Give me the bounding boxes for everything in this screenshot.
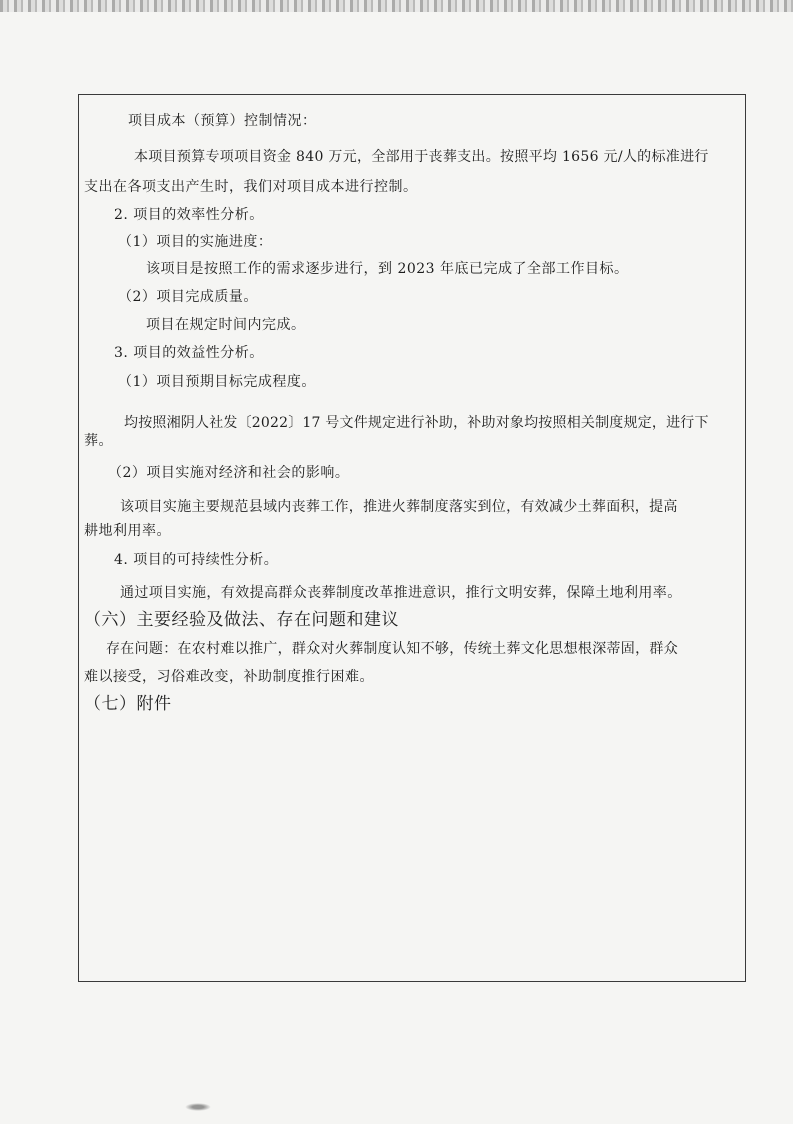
cost-paragraph-line-1: 本项目预算专项项目资金 840 万元，全部用于丧葬支出。按照平均 1656 元/人的标准进行 [134, 149, 709, 165]
issues-text-line-2: 难以接受，习俗难改变，补助制度推行困难。 [84, 669, 374, 685]
scan-smudge [185, 1103, 211, 1111]
quality-text: 项目在规定时间内完成。 [146, 317, 306, 333]
sustainability-title: 4. 项目的可持续性分析。 [114, 552, 279, 568]
impact-text-line-1: 该项目实施主要规范县域内丧葬工作，推进火葬制度落实到位，有效减少土葬面积，提高 [120, 499, 678, 515]
issues-text-line-1: 存在问题：在农村难以推广，群众对火葬制度认知不够，传统土葬文化思想根深蒂固，群众 [106, 641, 678, 657]
cost-control-title: 项目成本（预算）控制情况： [128, 113, 317, 129]
efficiency-analysis-title: 2. 项目的效率性分析。 [114, 207, 264, 223]
cost-paragraph-line-2: 支出在各项支出产生时，我们对项目成本进行控制。 [84, 179, 418, 195]
quality-title: （2）项目完成质量。 [118, 289, 258, 305]
scan-edge-noise [0, 0, 793, 12]
impact-text-line-2: 耕地利用率。 [84, 523, 171, 539]
goal-text-line-2: 葬。 [84, 433, 113, 449]
section-7-heading: （七）附件 [84, 694, 172, 714]
content-frame [78, 94, 746, 982]
impact-title: （2）项目实施对经济和社会的影响。 [108, 465, 350, 481]
benefit-analysis-title: 3. 项目的效益性分析。 [114, 345, 264, 361]
goal-text-line-1: 均按照湘阴人社发〔2022〕17 号文件规定进行补助，补助对象均按照相关制度规定，进行下 [124, 415, 709, 431]
sustainability-text: 通过项目实施，有效提高群众丧葬制度改革推进意识，推行文明安葬，保障土地利用率。 [120, 585, 682, 601]
progress-text: 该项目是按照工作的需求逐步进行，到 2023 年底已完成了全部工作目标。 [146, 261, 629, 277]
progress-title: （1）项目的实施进度： [118, 234, 273, 250]
goal-completion-title: （1）项目预期目标完成程度。 [118, 374, 316, 390]
section-6-heading: （六）主要经验及做法、存在问题和建议 [84, 610, 399, 630]
